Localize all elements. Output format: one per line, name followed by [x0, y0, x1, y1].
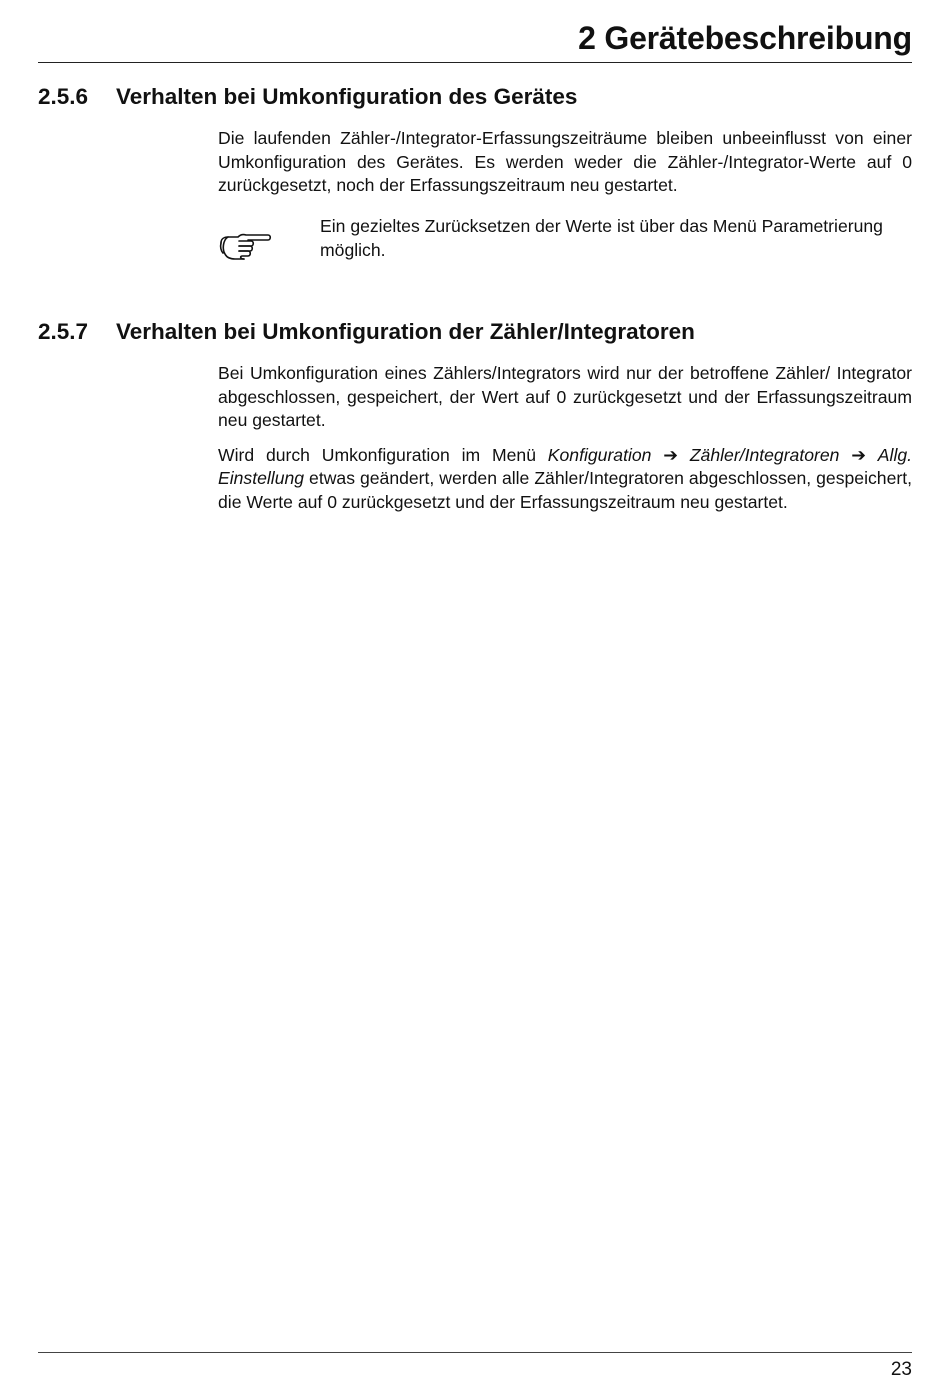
paragraph: Bei Umkonfiguration eines Zählers/Integrators wird nur der betroffene Zähler/ Integrator abgeschlossen, gespeichert, der Wert auf 0 zurückgesetzt und der Erfassungszeitraum neu gestartet. — [218, 363, 912, 430]
menu-path-item: Konfiguration — [547, 444, 652, 465]
pointing-hand-icon — [218, 231, 272, 261]
arrow-right-icon: ➔ — [851, 444, 866, 465]
section-title: Verhalten bei Umkonfiguration des Gerätes — [116, 84, 578, 109]
page-footer — [38, 1352, 912, 1380]
menu-path-item: Zähler/Integratoren — [689, 444, 840, 465]
text-run: Wird durch Umkonfiguration im Menü — [218, 444, 548, 465]
arrow-right-icon: ➔ — [663, 444, 679, 465]
note-text: Ein gezieltes Zurücksetzen der Werte ist über das Menü Parametrierung möglich. — [320, 216, 883, 260]
text-run: etwas geändert, werden alle Zähler/Integratoren abgeschlossen, gespeichert, die Werte auf 0 zurückgesetzt und der Erfassungszeitraum neu gestartet. — [218, 468, 912, 512]
section-number: 2.5.7 — [38, 319, 89, 344]
page-number: 23 — [890, 1359, 912, 1380]
note-block — [218, 215, 912, 262]
section-title: Verhalten bei Umkonfiguration der Zähler/Integratoren — [116, 319, 695, 344]
chapter-title: 2 Gerätebeschreibung — [578, 20, 912, 56]
paragraph — [218, 444, 912, 515]
paragraph: Die laufenden Zähler-/Integrator-Erfassungszeiträume bleiben unbeeinflusst von einer Umkonfiguration des Gerätes. Es werden weder die Zähler-/Integrator-Werte auf 0 zurückgesetzt, noch der Erfassungszeitraum neu gestartet. — [218, 128, 912, 195]
section-number: 2.5.6 — [38, 84, 89, 109]
chapter-header — [38, 18, 912, 63]
section-heading-2-5-6 — [38, 84, 577, 110]
menu-path-item: Allg. Einstellung — [218, 444, 913, 488]
section-body-2-5-6 — [218, 127, 912, 209]
section-heading-2-5-7 — [38, 319, 695, 345]
section-body-2-5-7 — [218, 362, 912, 525]
